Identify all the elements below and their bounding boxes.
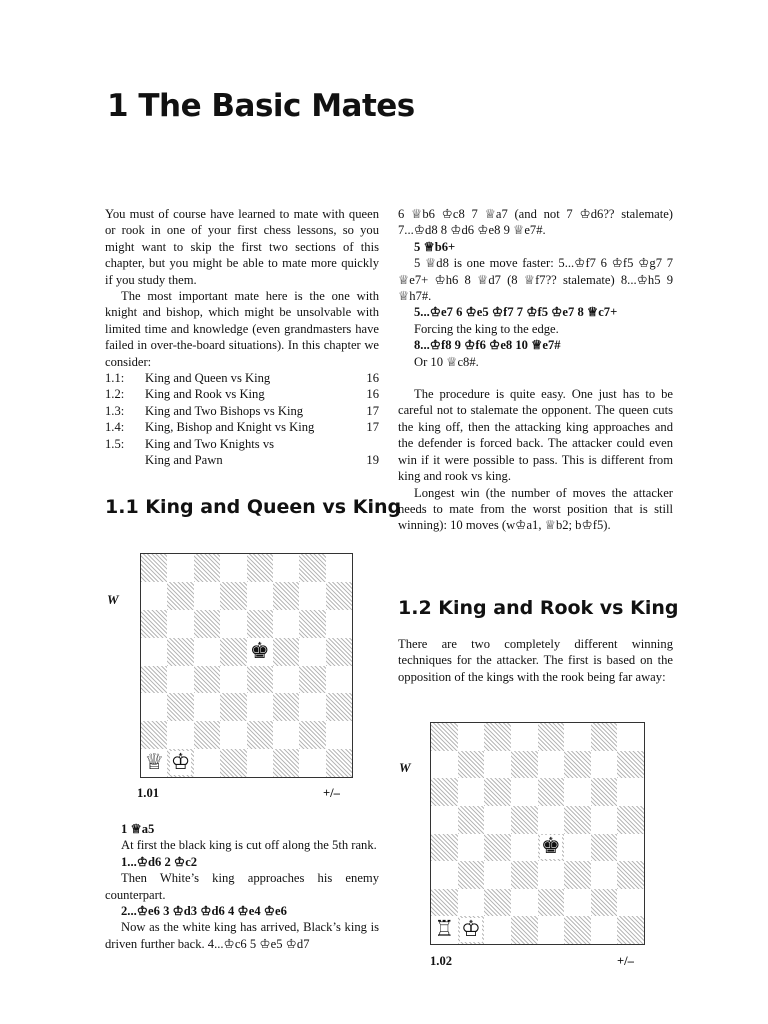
board-square-g5 (591, 806, 618, 834)
board-square-d7 (511, 751, 538, 779)
board-square-d8 (220, 554, 246, 582)
toc-item: 1.5: King and Two Knights vs (105, 436, 275, 451)
board-square-e2 (247, 721, 273, 749)
board-square-h8 (617, 723, 644, 751)
board-square-h4 (326, 666, 352, 694)
board-square-e5 (247, 638, 273, 666)
board-square-c2 (194, 721, 220, 749)
commentary: Then White’s king approaches his enemy counterpart. (105, 871, 379, 902)
board-square-c7 (194, 582, 220, 610)
diagram-1-side-to-move: W (107, 592, 119, 607)
diagram-caption: 1.01 (137, 786, 160, 800)
board-square-a7 (141, 582, 167, 610)
white-king-icon: ♔ (170, 750, 191, 776)
board-square-e1 (538, 916, 565, 944)
board-square-b1 (458, 916, 485, 944)
board-square-c1 (484, 916, 511, 944)
toc-item: 1.2: King and Rook vs King 16 (105, 387, 379, 402)
section-1-2-text (398, 636, 673, 685)
board-square-f8 (564, 723, 591, 751)
board-square-c5 (484, 806, 511, 834)
board-square-d1 (220, 749, 246, 777)
board-square-g1 (299, 749, 325, 777)
board-square-c7 (484, 751, 511, 779)
board-square-h6 (326, 610, 352, 638)
board-square-h6 (617, 778, 644, 806)
board-square-d6 (220, 610, 246, 638)
diagram-result: +/– (323, 786, 340, 800)
board-square-a6 (141, 610, 167, 638)
board-square-b4 (167, 666, 193, 694)
board-square-e2 (538, 889, 565, 917)
board-square-f6 (564, 778, 591, 806)
board-square-c2 (484, 889, 511, 917)
board-square-e8 (247, 554, 273, 582)
board-square-c4 (484, 834, 511, 862)
board-square-b1 (167, 749, 193, 777)
board-square-a5 (431, 806, 458, 834)
move-line: 5...♔e7 6 ♔e5 ♔f7 7 ♔f5 ♔e7 8 ♕c7+ (414, 305, 618, 320)
commentary: Or 10 ♕c8#. (414, 354, 479, 369)
board-square-a8 (431, 723, 458, 751)
chess-diagram-1-01 (140, 553, 353, 778)
board-square-e6 (538, 778, 565, 806)
board-square-g4 (299, 666, 325, 694)
board-square-d3 (511, 861, 538, 889)
section-heading-1-2: 1.2 King and Rook vs King (398, 597, 679, 619)
board-square-d8 (511, 723, 538, 751)
commentary: Now as the white king has arrived, Black’s king is driven further back. 4...♔c6 5 ♔e5 ♔d7 (105, 920, 379, 951)
move-line: 1 ♕a5 (121, 822, 155, 836)
board-square-g3 (299, 693, 325, 721)
board-square-b5 (458, 806, 485, 834)
board-square-g8 (299, 554, 325, 582)
board-square-f2 (564, 889, 591, 917)
board-square-b3 (458, 861, 485, 889)
board-square-b7 (167, 582, 193, 610)
move-line: 5 ♕b6+ (414, 239, 456, 254)
board-square-h2 (326, 721, 352, 749)
board-square-e3 (247, 693, 273, 721)
board-square-a7 (431, 751, 458, 779)
board-square-c6 (484, 778, 511, 806)
board-square-d5 (511, 806, 538, 834)
chess-diagram-1-02 (430, 722, 645, 945)
move-line: 1...♔d6 2 ♔c2 (121, 854, 198, 869)
board-square-e4 (538, 834, 565, 862)
white-king-icon: ♔ (461, 917, 481, 943)
board-square-h5 (326, 638, 352, 666)
board-square-g1 (591, 916, 618, 944)
board-square-h5 (617, 806, 644, 834)
longest-win-paragraph: Longest win (the number of moves the attacker needs to mate from the worst position that is still winning): 10 moves (w♔a1, ♕b2; b♔f5). (398, 485, 673, 533)
board-square-b7 (458, 751, 485, 779)
black-king-icon: ♚ (540, 834, 561, 860)
board-square-g8 (591, 723, 618, 751)
board-square-a3 (141, 693, 167, 721)
board-square-e6 (247, 610, 273, 638)
board-square-g7 (591, 751, 618, 779)
procedure-paragraph: The procedure is quite easy. One just has to be careful not to stalemate the opponent. The queen cuts the king off, then the attacking king approaches and the defender is forced back. The attacker could even win if it were possible to pass. This is different from king and rook vs king. (398, 387, 673, 484)
board-square-a2 (141, 721, 167, 749)
diagram-caption: 1.02 (430, 954, 453, 968)
board-square-g5 (299, 638, 325, 666)
board-square-b3 (167, 693, 193, 721)
board-square-d3 (220, 693, 246, 721)
board-square-d7 (220, 582, 246, 610)
board-square-a5 (141, 638, 167, 666)
board-square-d2 (220, 721, 246, 749)
board-square-f1 (564, 916, 591, 944)
chapter-title: 1 The Basic Mates (107, 88, 415, 124)
right-column (398, 206, 673, 534)
black-king-icon: ♚ (249, 638, 270, 664)
board-square-h3 (617, 861, 644, 889)
board-square-d4 (220, 666, 246, 694)
board-square-e1 (247, 749, 273, 777)
toc-item: 1.4: King, Bishop and Knight vs King 17 (105, 420, 379, 435)
board-square-d1 (511, 916, 538, 944)
section-heading-1-1: 1.1 King and Queen vs King (105, 496, 402, 518)
board-square-g6 (591, 778, 618, 806)
board-square-c5 (194, 638, 220, 666)
toc-item: King and Pawn 19 (145, 453, 379, 468)
board-square-a6 (431, 778, 458, 806)
white-rook-icon: ♖ (434, 917, 455, 943)
board-square-f7 (273, 582, 299, 610)
left-column (105, 206, 379, 469)
board-square-g3 (591, 861, 618, 889)
board-square-b6 (458, 778, 485, 806)
board-square-g7 (299, 582, 325, 610)
board-square-d2 (511, 889, 538, 917)
board-square-b8 (167, 554, 193, 582)
board-square-f6 (273, 610, 299, 638)
board-square-h2 (617, 889, 644, 917)
toc-item: 1.1: King and Queen vs King 16 (105, 371, 379, 386)
board-square-h1 (617, 916, 644, 944)
board-square-g2 (591, 889, 618, 917)
board-square-g4 (591, 834, 618, 862)
board-square-g6 (299, 610, 325, 638)
board-square-b5 (167, 638, 193, 666)
board-square-c8 (484, 723, 511, 751)
board-square-h3 (326, 693, 352, 721)
board-square-f1 (273, 749, 299, 777)
board-square-a1 (431, 916, 458, 944)
board-square-f5 (564, 806, 591, 834)
move-line: 2...♔e6 3 ♔d3 ♔d6 4 ♔e4 ♔e6 (121, 904, 287, 919)
board-square-c4 (194, 666, 220, 694)
board-square-c8 (194, 554, 220, 582)
board-square-f8 (273, 554, 299, 582)
board-square-a3 (431, 861, 458, 889)
board-square-e8 (538, 723, 565, 751)
board-square-f5 (273, 638, 299, 666)
board-square-h7 (326, 582, 352, 610)
board-square-d5 (220, 638, 246, 666)
intro-paragraph-2: The most important mate here is the one with knight and bishop, which might be unsolvable with limited time and knowledge (even grandmasters have failed in over-the-board situations). In this chapter we consider: (105, 289, 379, 369)
board-square-e5 (538, 806, 565, 834)
board-square-a4 (141, 666, 167, 694)
section-1-1-moves (105, 821, 379, 952)
diagram-result: +/– (617, 954, 634, 968)
board-square-h7 (617, 751, 644, 779)
board-square-b2 (167, 721, 193, 749)
board-square-e4 (247, 666, 273, 694)
move-line: 8...♔f8 9 ♔f6 ♔e8 10 ♕e7# (414, 338, 561, 353)
board-square-e3 (538, 861, 565, 889)
board-square-c3 (194, 693, 220, 721)
board-square-g2 (299, 721, 325, 749)
commentary: 5 ♕d8 is one move faster: 5...♔f7 6 ♔f5 ♔g7 7 ♕e7+ ♔h6 8 ♕d7 (8 ♕f7?? stalemate) 8...♔h5 9 ♕h7#. (398, 256, 673, 304)
section-1-2-intro: There are two completely different winning techniques for the attacker. The first is based on the opposition of the kings with the rook being far away: (398, 637, 673, 684)
board-square-f3 (273, 693, 299, 721)
board-square-h4 (617, 834, 644, 862)
commentary: 6 ♕b6 ♔c8 7 ♕a7 (and not 7 ♔d6?? stalemate) 7...♔d8 8 ♔d6 ♔e8 9 ♕e7#. (398, 207, 673, 238)
board-square-b4 (458, 834, 485, 862)
board-square-d6 (511, 778, 538, 806)
board-square-f3 (564, 861, 591, 889)
commentary: At first the black king is cut off along the 5th rank. (121, 838, 377, 853)
board-square-c3 (484, 861, 511, 889)
board-square-b2 (458, 889, 485, 917)
chapter-contents (105, 370, 379, 468)
board-square-f7 (564, 751, 591, 779)
board-square-b6 (167, 610, 193, 638)
board-square-c1 (194, 749, 220, 777)
board-square-f4 (273, 666, 299, 694)
toc-item: 1.3: King and Two Bishops vs King 17 (105, 403, 379, 418)
board-square-h8 (326, 554, 352, 582)
board-square-e7 (247, 582, 273, 610)
board-square-b8 (458, 723, 485, 751)
board-square-f2 (273, 721, 299, 749)
board-square-a4 (431, 834, 458, 862)
board-square-a2 (431, 889, 458, 917)
diagram-2-side-to-move: W (399, 760, 411, 775)
intro-paragraph-1: You must of course have learned to mate with queen or rook in one of your first chess lessons, so you might want to skip the first two sections of this chapter, but you might be able to mate more quickly if you study them. (105, 207, 379, 287)
board-square-e7 (538, 751, 565, 779)
board-square-a8 (141, 554, 167, 582)
board-square-h1 (326, 749, 352, 777)
board-square-a1 (141, 749, 167, 777)
board-square-c6 (194, 610, 220, 638)
board-square-f4 (564, 834, 591, 862)
commentary: Forcing the king to the edge. (414, 321, 559, 336)
board-square-d4 (511, 834, 538, 862)
white-queen-icon: ♕ (144, 750, 165, 776)
